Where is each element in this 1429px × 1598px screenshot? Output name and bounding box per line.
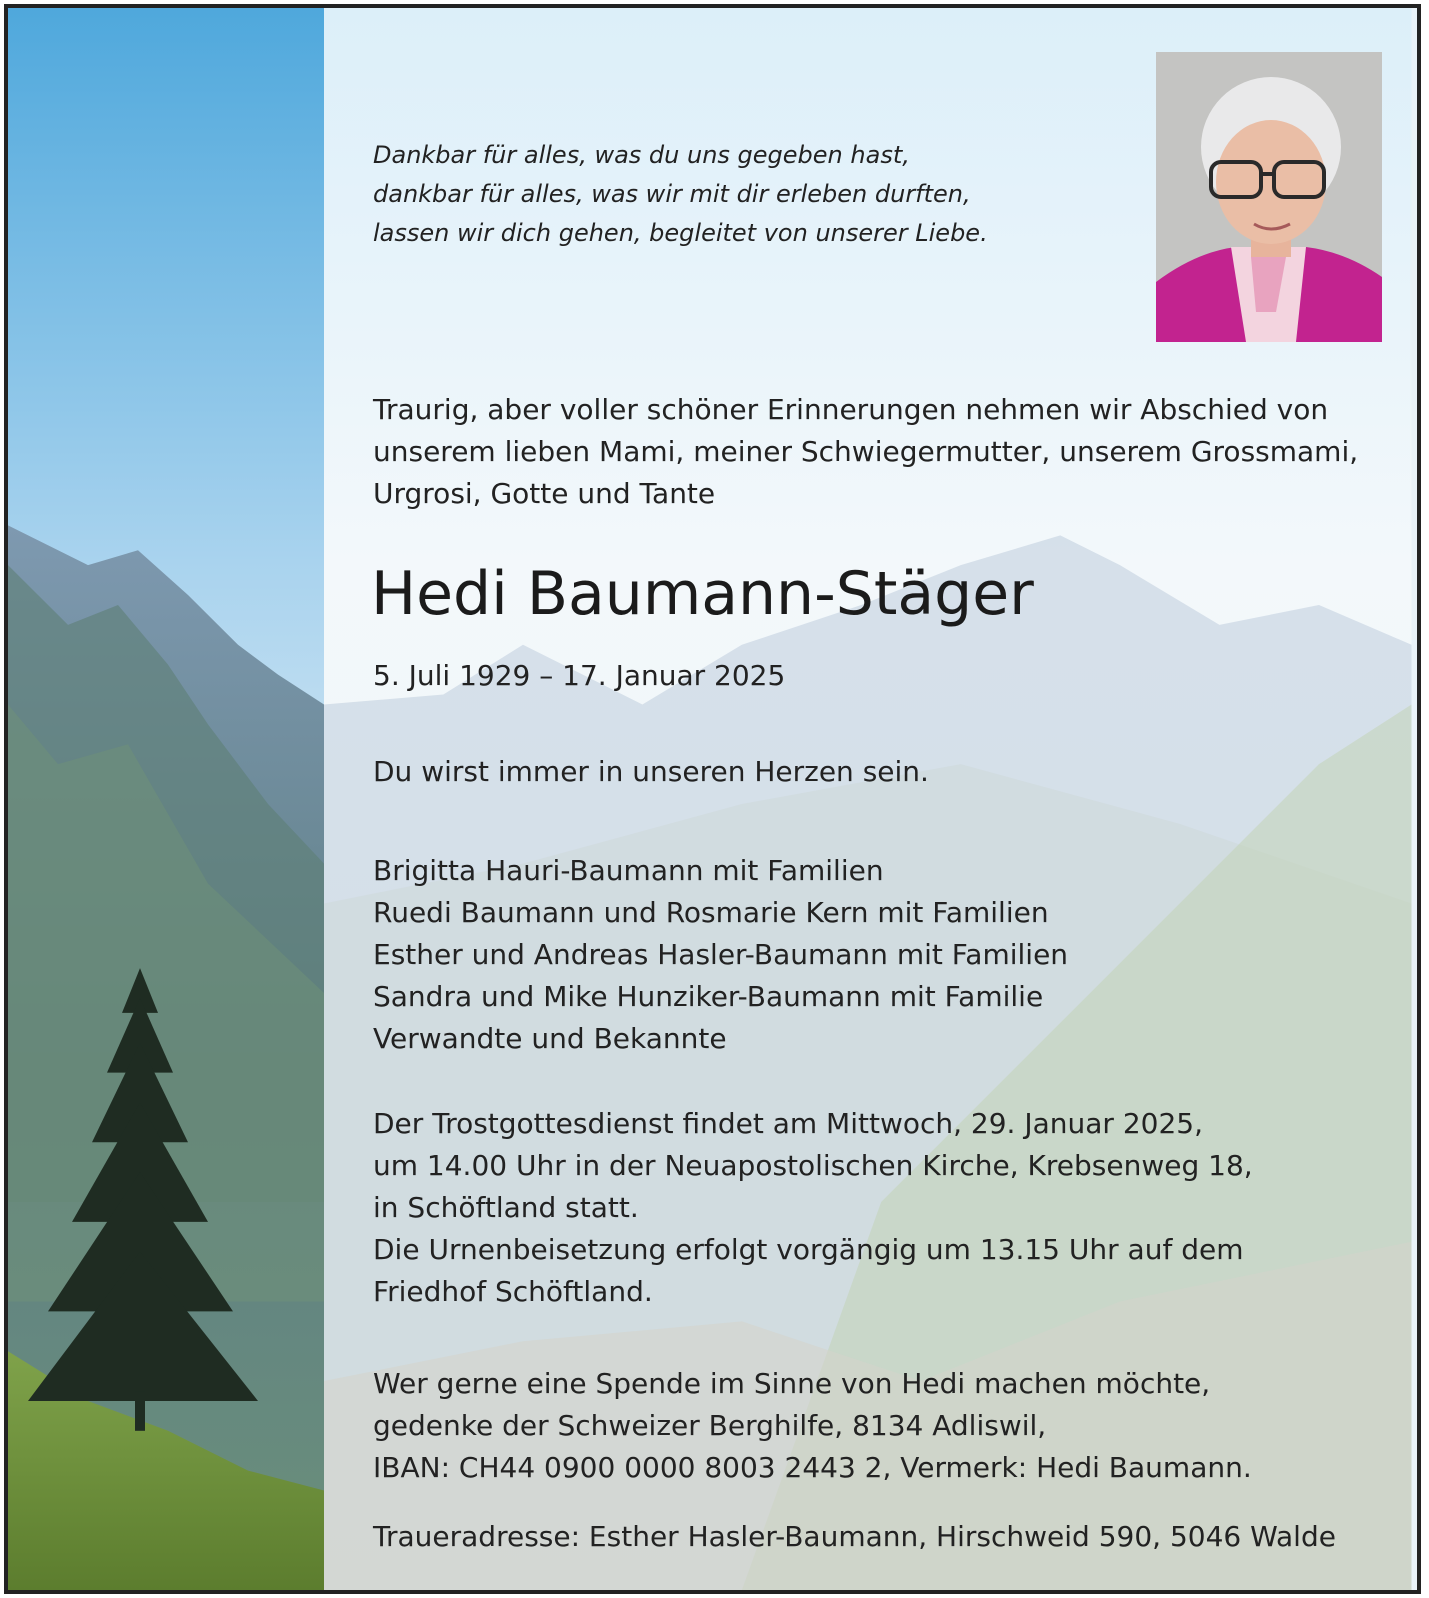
- mourner-entry: Brigitta Hauri-Baumann mit Familien: [373, 854, 884, 887]
- intro-line: Traurig, aber voller schöner Erinnerungen nehmen wir Abschied von: [373, 393, 1329, 426]
- quote-line: lassen wir dich gehen, begleitet von unserer Liebe.: [373, 219, 988, 247]
- memorial-quote: [373, 136, 988, 253]
- portrait-photo: [1156, 52, 1382, 342]
- mourner-entry: Esther und Andreas Hasler-Baumann mit Familien: [373, 938, 1069, 971]
- service-information: [373, 1103, 1253, 1313]
- mourners-list: [373, 850, 1068, 1060]
- donation-information: [373, 1363, 1252, 1489]
- mourner-entry: Sandra und Mike Hunziker-Baumann mit Familie: [373, 980, 1044, 1013]
- mourning-address: Traueradresse: Esther Hasler-Baumann, Hirschweid 590, 5046 Walde: [373, 1520, 1336, 1553]
- mourner-entry: Ruedi Baumann und Rosmarie Kern mit Familien: [373, 896, 1049, 929]
- donation-line: Wer gerne eine Spende im Sinne von Hedi machen möchte,: [373, 1367, 1211, 1400]
- obituary-frame: [4, 4, 1421, 1594]
- service-line: Friedhof Schöftland.: [373, 1275, 653, 1308]
- motto: Du wirst immer in unseren Herzen sein.: [373, 755, 929, 788]
- life-dates: 5. Juli 1929 – 17. Januar 2025: [373, 659, 786, 692]
- quote-line: Dankbar für alles, was du uns gegeben hast,: [373, 141, 910, 169]
- intro-text: [373, 389, 1413, 515]
- intro-line: unserem lieben Mami, meiner Schwiegermutter, unserem Grossmami,: [373, 435, 1359, 468]
- service-line: Die Urnenbeisetzung erfolgt vorgängig um 13.15 Uhr auf dem: [373, 1233, 1244, 1266]
- mourner-entry: Verwandte und Bekannte: [373, 1022, 727, 1055]
- intro-line: Urgrosi, Gotte und Tante: [373, 477, 716, 510]
- donation-line: IBAN: CH44 0900 0000 8003 2443 2, Vermerk: Hedi Baumann.: [373, 1451, 1252, 1484]
- quote-line: dankbar für alles, was wir mit dir erleben durften,: [373, 180, 971, 208]
- service-line: Der Trostgottesdienst findet am Mittwoch, 29. Januar 2025,: [373, 1107, 1203, 1140]
- service-line: in Schöftland statt.: [373, 1191, 639, 1224]
- service-line: um 14.00 Uhr in der Neuapostolischen Kirche, Krebsenweg 18,: [373, 1149, 1253, 1182]
- donation-line: gedenke der Schweizer Berghilfe, 8134 Adliswil,: [373, 1409, 1047, 1442]
- deceased-name: Hedi Baumann-Stäger: [371, 559, 1034, 629]
